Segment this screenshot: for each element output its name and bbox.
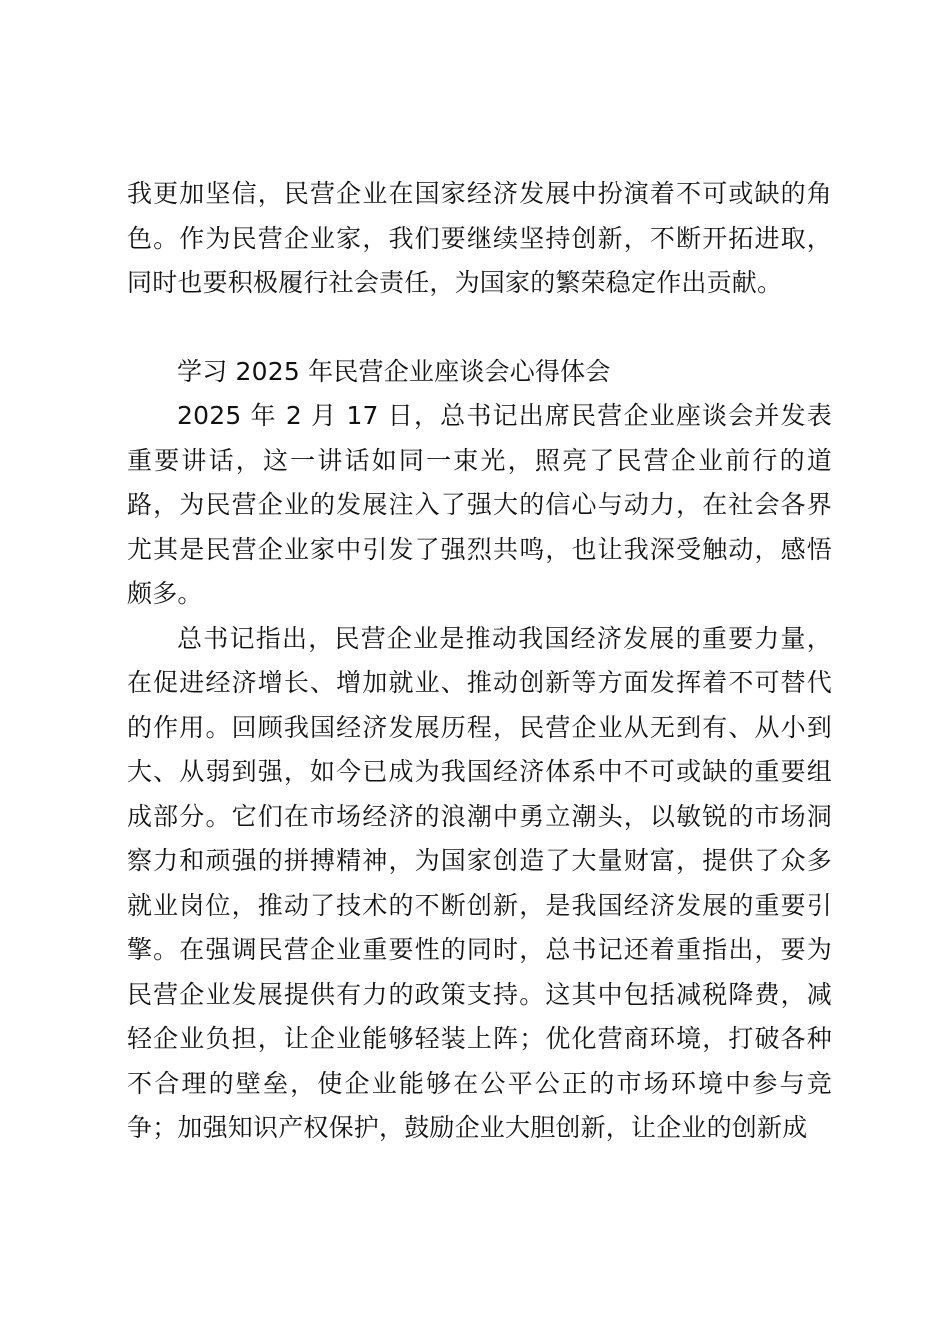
body-paragraph-2: 总书记指出，民营企业是推动我国经济发展的重要力量，在促进经济增长、增加就业、推动创新等方面发挥着不可替代的作用。回顾我国经济发展历程，民营企业从无到有、从小到大、从弱到强，如今已成为我国经济体系中不可或缺的重要组成部分。它们在市场经济的浪潮中勇立潮头，以敏锐的市场洞察力和顽强的拼搏精神，为国家创造了大量财富，提供了众多就业岗位，推动了技术的不断创新，是我国经济发展的重要引擎。在强调民营企业重要性的同时，总书记还着重指出，要为民营企业发展提供有力的政策支持。这其中包括减税降费，减轻企业负担，让企业能够轻装上阵；优化营商环境，打破各种不合理的壁垒，使企业能够在公平公正的市场环境中参与竞争；加强知识产权保护，鼓励企业大胆创新，让企业的创新成 — [127, 623, 832, 1142]
body-paragraph-1: 2025 年 2 月 17 日，总书记出席民营企业座谈会并发表重要讲话，这一讲话如同一束光，照亮了民营企业前行的道路，为民营企业的发展注入了强大的信心与动力，在社会各界尤其是民营企业家中引发了强烈共鸣，也让我深受触动，感悟颇多。 — [127, 401, 832, 608]
continuation-paragraph: 我更加坚信，民营企业在国家经济发展中扮演着不可或缺的角色。作为民营企业家，我们要继续坚持创新，不断开拓进取，同时也要积极履行社会责任，为国家的繁荣稳定作出贡献。 — [127, 179, 832, 297]
paragraph-gap — [127, 306, 832, 350]
section-title: 学习 2025 年民营企业座谈会心得体会 — [177, 356, 611, 386]
document-page — [127, 172, 832, 1151]
